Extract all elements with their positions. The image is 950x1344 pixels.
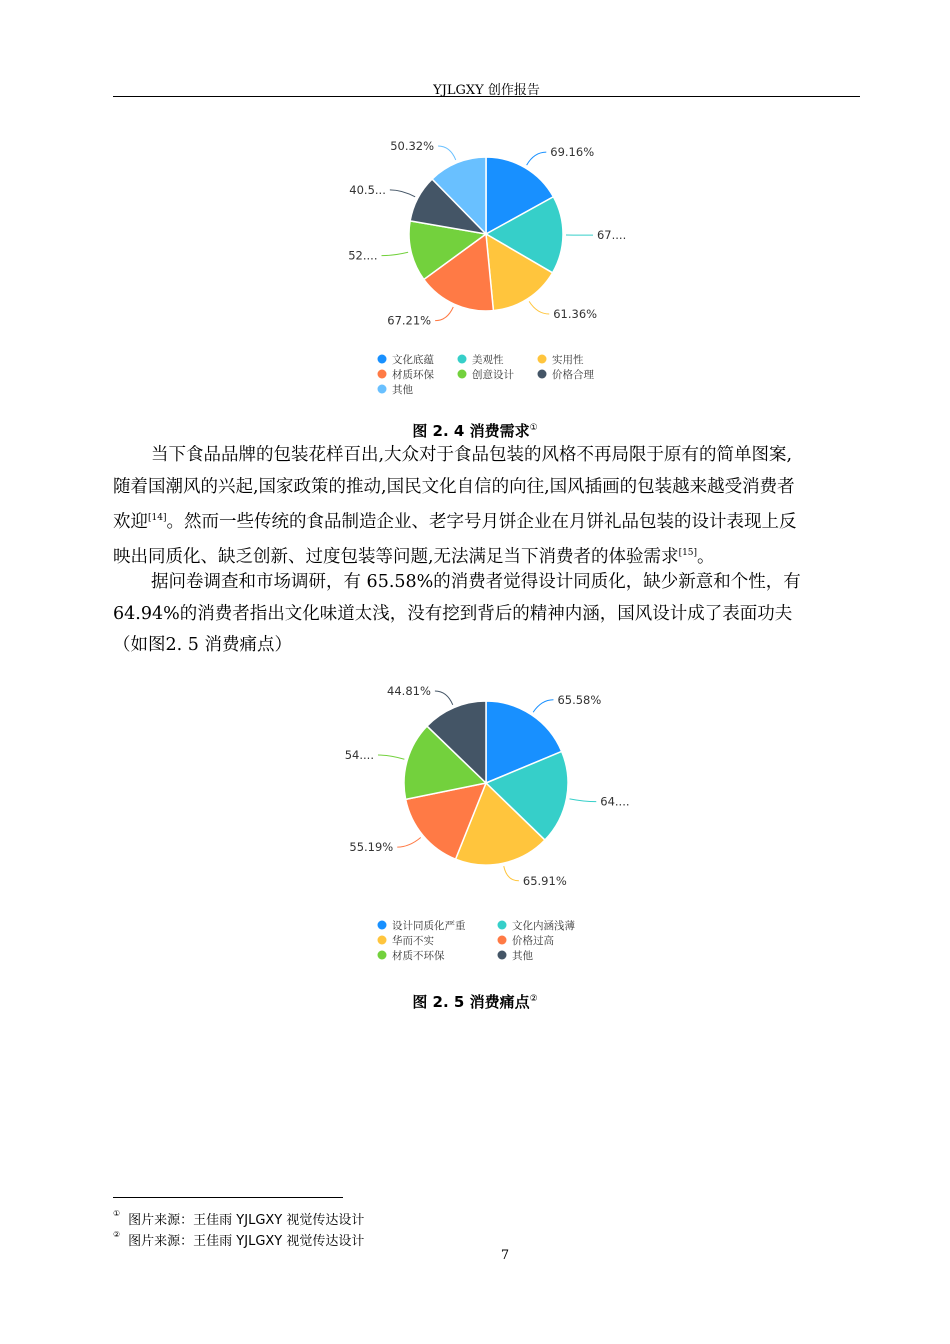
figure-caption-2-4 [0, 420, 950, 441]
footnote-rule [113, 1197, 343, 1198]
pie-leader-line [570, 799, 597, 802]
legend-label: 文化底蕴 [392, 354, 434, 366]
legend-swatch [538, 355, 547, 364]
legend-swatch [378, 370, 387, 379]
legend-swatch [378, 355, 387, 364]
pie-data-label: 67.... [596, 228, 627, 243]
footnote-text: 图片来源：王佳雨 YJLGXY 视觉传达设计 [128, 1213, 365, 1228]
pie-leader-line [382, 252, 409, 255]
pie-data-label: 52.... [348, 248, 378, 263]
legend-label: 华而不实 [392, 935, 434, 947]
legend-label: 材质不环保 [392, 950, 445, 962]
legend-label: 创意设计 [472, 369, 514, 381]
legend-label: 设计同质化严重 [392, 920, 466, 932]
pie-leader-line [504, 866, 519, 881]
legend-swatch [498, 936, 507, 945]
para1-line [113, 503, 860, 538]
legend-swatch [378, 921, 387, 930]
paragraph-2 [113, 567, 860, 662]
caption-note-mark: ② [529, 994, 538, 1004]
pie-data-label: 61.36% [553, 307, 598, 322]
caption-note-mark: ① [529, 423, 538, 433]
pie-data-label: 65.91% [522, 873, 567, 888]
pie-data-label: 67.21% [387, 313, 432, 328]
pie-leader-line [529, 301, 549, 314]
legend-label: 实用性 [552, 354, 584, 366]
legend-label: 其他 [512, 950, 533, 962]
footnote-2 [113, 1230, 364, 1249]
legend-swatch [458, 370, 467, 379]
legend-swatch [538, 370, 547, 379]
legend-swatch [498, 921, 507, 930]
pie-leader-line [533, 700, 553, 712]
paragraph-1 [113, 440, 860, 574]
pie-data-label: 69.16% [550, 145, 595, 160]
footnote-mark: ① [113, 1209, 121, 1218]
para1-line: 随着国潮风的兴起,国家政策的推动,国民文化自信的向往,国风插画的包装越来越受消费者 [113, 476, 795, 497]
pie-leader-line [435, 691, 453, 705]
caption-text: 图 2. 5 消费痛点 [412, 993, 530, 1011]
pie-chart-1-svg [0, 125, 950, 400]
figure-caption-2-5 [0, 991, 950, 1012]
legend-label: 美观性 [472, 354, 504, 366]
pie-data-label: 65.58% [557, 692, 602, 707]
pie-leader-line [438, 146, 456, 160]
legend-swatch [458, 355, 467, 364]
footnote-mark: ② [113, 1230, 121, 1239]
pie-chart-consumer-demand [0, 125, 950, 400]
legend-label: 价格合理 [552, 369, 594, 381]
para2-line: 据问卷调查和市场调研，有 65.58%的消费者觉得设计同质化，缺少新意和个性，有 [151, 572, 801, 592]
page-number: 7 [500, 1248, 510, 1263]
header-rule [113, 96, 860, 97]
para2-line: 64.94%的消费者指出文化味道太浅，没有挖到背后的精神内涵，国风设计成了表面功夫 [113, 603, 793, 624]
para1-line: 当下食品品牌的包装花样百出,大众对于食品包装的风格不再局限于原有的简单图案, [151, 445, 793, 465]
pie-leader-line [397, 837, 421, 847]
pie-leader-line [435, 307, 453, 321]
pie-data-label: 55.19% [349, 840, 394, 855]
pie-leader-line [378, 755, 404, 759]
para2-line: （如图2. 5 消费痛点） [113, 635, 292, 655]
citation-ref: [15] [678, 548, 698, 559]
pie-data-label: 54.... [344, 748, 374, 763]
legend-swatch [378, 936, 387, 945]
pie-chart-consumer-pain-points [0, 675, 950, 970]
pie-data-label: 64.... [600, 794, 630, 809]
pie-leader-line [527, 152, 547, 165]
text-run: 。 [697, 547, 715, 568]
caption-text: 图 2. 4 消费需求 [412, 422, 530, 440]
legend-swatch [378, 951, 387, 960]
footnote-text: 图片来源：王佳雨 YJLGXY 视觉传达设计 [128, 1234, 365, 1249]
pie-data-label: 40.5... [349, 182, 386, 197]
legend-swatch [378, 385, 387, 394]
footnote-1 [113, 1209, 364, 1228]
pie-data-label: 44.81% [387, 683, 431, 698]
pie-chart-2-svg [0, 675, 950, 970]
page-header: YJLGXY 创作报告 [433, 83, 540, 98]
text-run: 欢迎 [113, 511, 148, 532]
legend-swatch [498, 951, 507, 960]
legend-label: 材质环保 [392, 369, 434, 381]
pie-data-label: 50.32% [390, 139, 435, 154]
citation-ref: [14] [148, 513, 167, 523]
text-run: 。然而一些传统的食品制造企业、老字号月饼企业在月饼礼品包装的设计表现上反 [166, 511, 797, 532]
legend-label: 价格过高 [512, 935, 554, 947]
legend-label: 文化内涵浅薄 [512, 920, 575, 932]
text-run: 映出同质化、缺乏创新、过度包装等问题,无法满足当下消费者的体验需求 [113, 547, 679, 568]
legend-label: 其他 [392, 384, 413, 396]
pie-leader-line [390, 190, 415, 197]
